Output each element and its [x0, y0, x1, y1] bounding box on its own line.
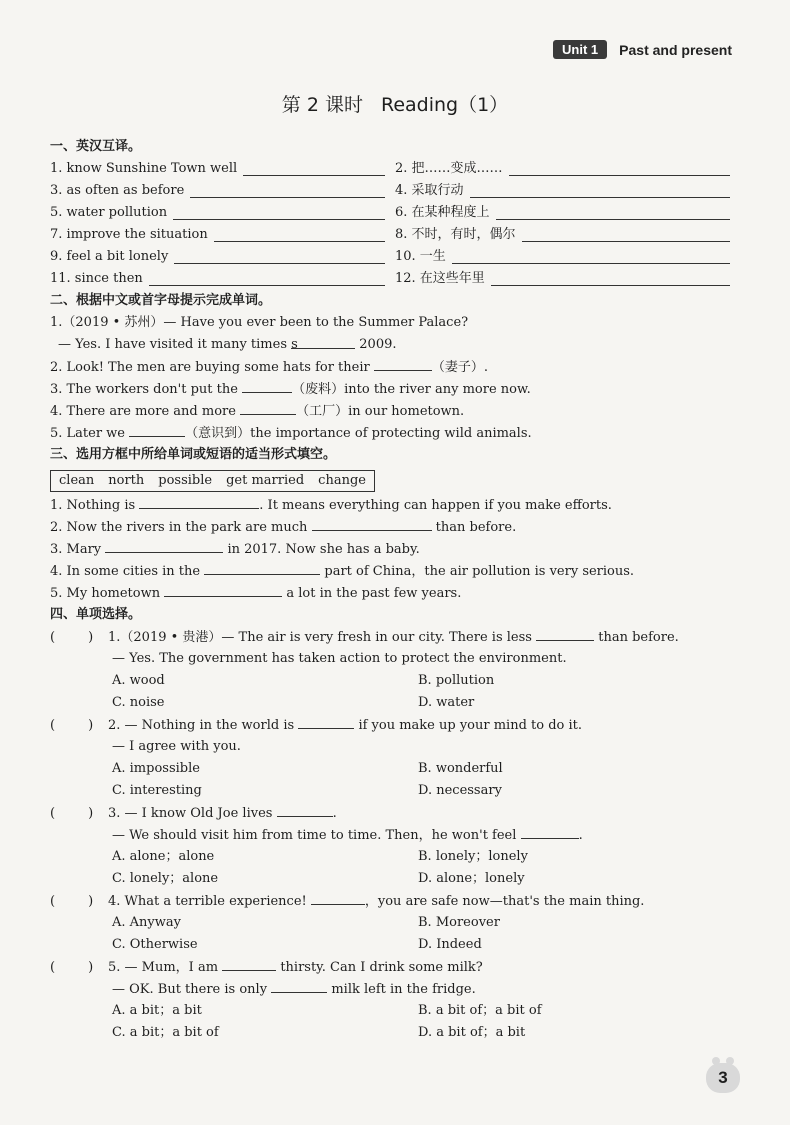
answer-blank[interactable] — [522, 227, 730, 242]
mcq-options — [50, 1000, 740, 1022]
mcq-dialogue: — I agree with you. — [112, 739, 241, 754]
word-option: clean — [59, 473, 95, 488]
mcq-question: ( ) 2. — Nothing in the world is if you make up your mind to do it. — [50, 714, 740, 736]
answer-blank[interactable] — [174, 249, 385, 264]
question-line: — Yes. I have visited it many times s 2009. — [50, 334, 740, 356]
question-line: 4. In some cities in the part of China，the air pollution is very serious. — [50, 560, 740, 582]
answer-paren[interactable]: ( ) — [50, 718, 94, 733]
answer-paren[interactable]: ( ) — [50, 806, 94, 821]
answer-blank[interactable] — [149, 271, 385, 286]
answer-blank[interactable] — [374, 356, 432, 371]
option[interactable]: C. a bit；a bit of — [112, 1025, 219, 1040]
option[interactable]: A. a bit；a bit — [112, 1003, 202, 1018]
question-line: 5. My hometown a lot in the past few years. — [50, 582, 740, 604]
lesson-subtitle: Reading（1） — [380, 94, 509, 116]
mcq-question: ( ) 5. — Mum，I am thirsty. Can I drink some milk? — [50, 956, 740, 978]
answer-blank[interactable] — [129, 422, 185, 437]
option[interactable]: B. lonely；lonely — [418, 849, 528, 864]
mcq-options — [50, 868, 740, 890]
page-number: 3 — [706, 1063, 740, 1093]
mcq-options — [50, 758, 740, 780]
question-line: 2. Now the rivers in the park are much than before. — [50, 516, 740, 538]
worksheet-content — [50, 136, 740, 1044]
option[interactable]: B. wonderful — [418, 761, 503, 776]
mcq-question: ( ) 1.（2019 • 贵港）— The air is very fresh in our city. There is less than before. — [50, 626, 740, 648]
mcq-question: ( ) 4. What a terrible experience! ，you are safe now—that's the main thing. — [50, 890, 740, 912]
section-1-title: 一、英汉互译。 — [50, 139, 142, 154]
section-2-title: 二、根据中文或首字母提示完成单词。 — [50, 293, 272, 308]
question-line: 1.（2019 • 苏州）— Have you ever been to the Summer Palace? — [50, 315, 469, 330]
mcq-options — [50, 780, 740, 802]
mcq-options — [50, 912, 740, 934]
word-option: possible — [158, 473, 213, 488]
answer-blank[interactable] — [204, 560, 320, 575]
answer-blank[interactable] — [452, 249, 730, 264]
answer-blank[interactable] — [496, 205, 730, 220]
lesson-number: 第 2 课时 — [281, 94, 363, 116]
option[interactable]: C. noise — [112, 695, 165, 710]
answer-blank[interactable] — [243, 161, 385, 176]
translation-item: 10. 一生 — [395, 246, 740, 268]
option[interactable]: B. pollution — [418, 673, 495, 688]
answer-blank[interactable] — [105, 538, 223, 553]
option[interactable]: B. a bit of；a bit of — [418, 1003, 542, 1018]
translation-item: 8. 不时，有时，偶尔 — [395, 224, 740, 246]
page-header — [553, 40, 732, 59]
answer-blank[interactable] — [312, 516, 432, 531]
translation-item: 7. improve the situation — [50, 224, 395, 246]
answer-blank[interactable] — [470, 183, 730, 198]
mcq-options — [50, 934, 740, 956]
option[interactable]: D. a bit of；a bit — [418, 1025, 526, 1040]
answer-paren[interactable]: ( ) — [50, 630, 94, 645]
answer-blank[interactable] — [291, 334, 355, 352]
mcq-options — [50, 1022, 740, 1044]
translation-item: 4. 采取行动 — [395, 180, 740, 202]
answer-blank[interactable] — [521, 824, 579, 839]
answer-paren[interactable]: ( ) — [50, 960, 94, 975]
answer-blank[interactable] — [222, 956, 276, 971]
mcq-options — [50, 846, 740, 868]
question-line: 3. The workers don't put the （废料）into the river any more now. — [50, 378, 740, 400]
answer-blank[interactable] — [242, 378, 292, 393]
translation-item: 9. feel a bit lonely — [50, 246, 395, 268]
option[interactable]: C. interesting — [112, 783, 202, 798]
mcq-options — [50, 692, 740, 714]
question-line: 1. Nothing is . It means everything can happen if you make efforts. — [50, 494, 740, 516]
hint-letter: s — [291, 337, 298, 352]
translation-item: 12. 在这些年里 — [395, 268, 740, 290]
answer-blank[interactable] — [271, 978, 327, 993]
answer-blank[interactable] — [139, 494, 259, 509]
translation-item: 3. as often as before — [50, 180, 395, 202]
answer-blank[interactable] — [214, 227, 385, 242]
question-line: 3. Mary in 2017. Now she has a baby. — [50, 538, 740, 560]
translation-item: 6. 在某种程度上 — [395, 202, 740, 224]
section-4-title: 四、单项选择。 — [50, 607, 142, 622]
option[interactable]: D. necessary — [418, 783, 502, 798]
mcq-dialogue: — Yes. The government has taken action to protect the environment. — [112, 651, 567, 666]
question-line: 2. Look! The men are buying some hats for their （妻子）. — [50, 356, 740, 378]
word-option: change — [318, 473, 366, 488]
lesson-title — [0, 90, 790, 117]
question-line: 5. Later we （意识到）the importance of protecting wild animals. — [50, 422, 740, 444]
translation-item: 1. know Sunshine Town well — [50, 158, 395, 180]
answer-blank[interactable] — [491, 271, 730, 286]
unit-title: Past and present — [619, 41, 732, 58]
mcq-options — [50, 670, 740, 692]
word-option: north — [108, 473, 145, 488]
section-3-title: 三、选用方框中所给单词或短语的适当形式填空。 — [50, 447, 337, 462]
answer-blank[interactable] — [164, 582, 282, 597]
option[interactable]: A. wood — [112, 673, 165, 688]
translation-grid — [50, 158, 740, 290]
mcq-dialogue: — We should visit him from time to time. Then，he won't feel . — [50, 824, 740, 846]
translation-item: 2. 把……变成…… — [395, 158, 740, 180]
translation-item: 5. water pollution — [50, 202, 395, 224]
answer-blank[interactable] — [536, 626, 594, 641]
word-box — [50, 470, 375, 492]
option[interactable]: C. Otherwise — [112, 937, 198, 952]
question-line: 4. There are more and more （工厂）in our hometown. — [50, 400, 740, 422]
option[interactable]: D. Indeed — [418, 937, 482, 952]
answer-paren[interactable]: ( ) — [50, 894, 94, 909]
option[interactable]: A. alone；alone — [112, 849, 215, 864]
option[interactable]: B. Moreover — [418, 915, 500, 930]
answer-blank[interactable] — [190, 183, 385, 198]
unit-badge: Unit 1 — [553, 40, 607, 59]
translation-item: 11. since then — [50, 268, 395, 290]
answer-blank[interactable] — [173, 205, 385, 220]
answer-blank[interactable] — [240, 400, 296, 415]
answer-blank[interactable] — [509, 161, 730, 176]
option[interactable]: C. lonely；alone — [112, 871, 219, 886]
mcq-dialogue: — OK. But there is only milk left in the fridge. — [50, 978, 740, 1000]
option[interactable]: D. water — [418, 695, 475, 710]
option[interactable]: A. impossible — [112, 761, 200, 776]
option[interactable]: A. Anyway — [112, 915, 181, 930]
word-option: get married — [226, 473, 305, 488]
option[interactable]: D. alone；lonely — [418, 871, 525, 886]
mcq-question: ( ) 3. — I know Old Joe lives . — [50, 802, 740, 824]
answer-blank[interactable] — [277, 802, 333, 817]
answer-blank[interactable] — [311, 890, 365, 905]
answer-blank[interactable] — [298, 714, 354, 729]
